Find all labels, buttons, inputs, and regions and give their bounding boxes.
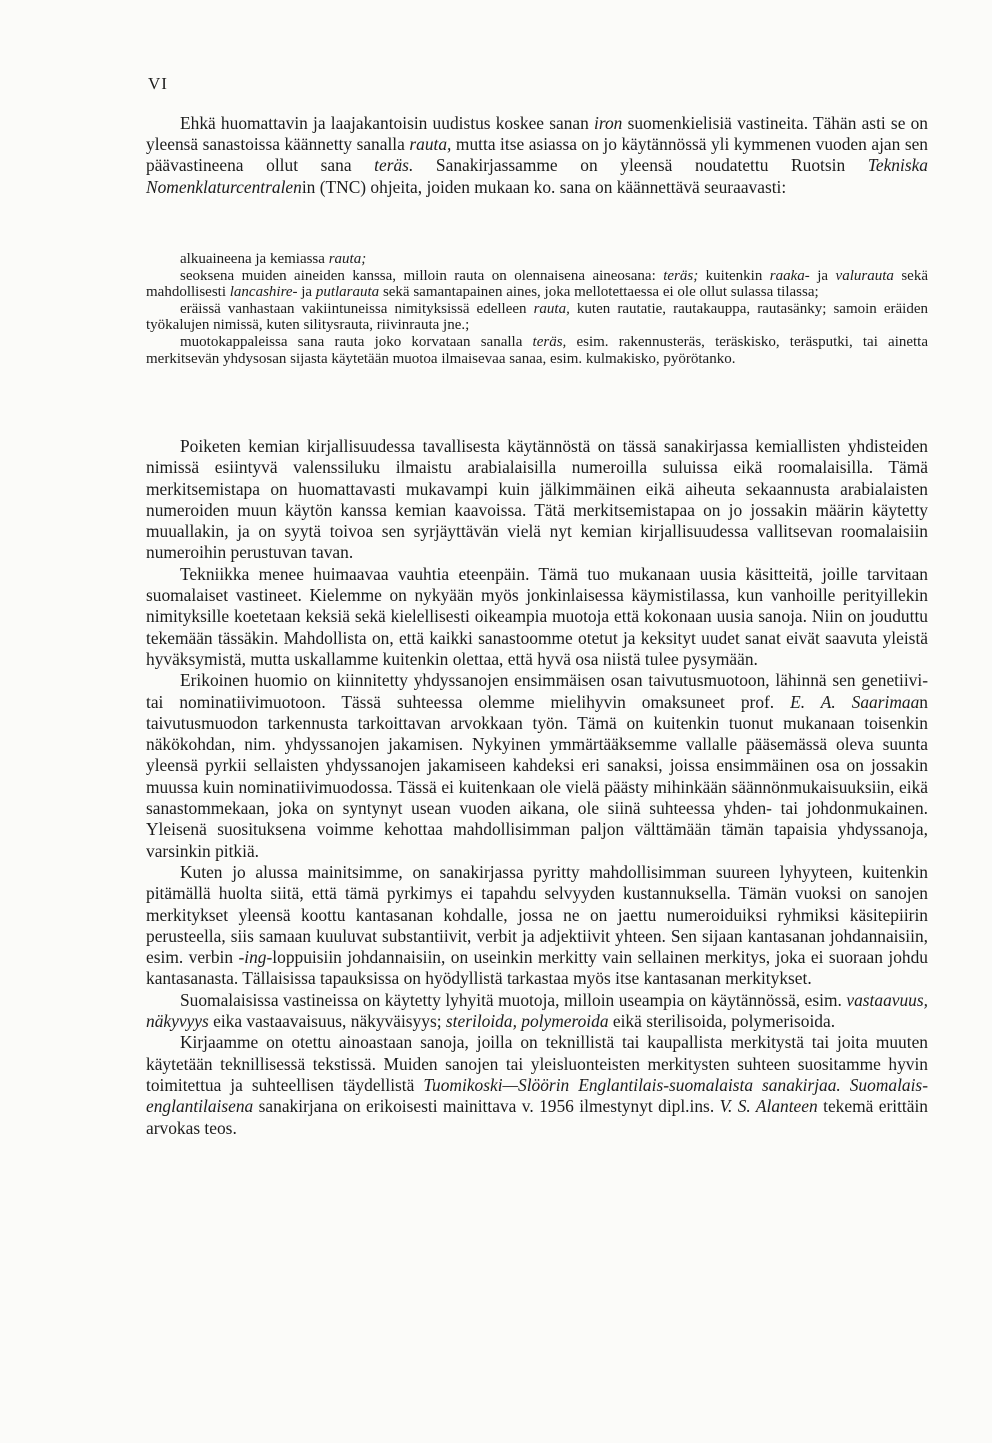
page-number: VI [148,74,168,93]
iron-usage-list [146,251,928,367]
list-item: eräissä vanhastaan vakiintuneissa nimityksissä edelleen rauta, kuten rautatie, rautakauppa, rautasänky; samoin eräiden työkalujen nimissä, kuten silitysrauta, riivinrauta jne.; [146,300,928,334]
paragraph-technology: Tekniikka menee huimaavaa vauhtia eteenpäin. Tämä tuo mukanaan uusia käsitteitä, joille tarvitaan suomalaiset vastineet. Kielemme on nykyään myös jonkinlaisessa käymistilassa, kun vanhoille perityillekin nimityksille koetetaan keksiä sekä kielellisesti oikeampia muotoja että kokonaan uusia sanoja. Niin on jouduttu tekemään tässäkin. Mahdollista on, että kaikki sanastoomme otetut ja keksityt uudet sanat eivät saavuta yleistä hyväksymistä, mutta uskallamme kuitenkin olettaa, että hyvä osa niistä tulee pysymään. [146,563,928,669]
intro-paragraph: Ehkä huomattavin ja laajakantoisin uudistus koskee sanan iron suomenkielisiä vastineita. Tähän asti se on yleensä sanastoissa käännetty sanalla rauta, mutta itse asiassa on jo käytännössä yli kymmenen vuoden ajan sen päävastineena ollut sana teräs. Sanakirjassamme on yleensä noudatettu Ruotsin Tekniska Nomenklaturcentralenin (TNC) ohjeita, joiden mukaan ko. sana on käännettävä seuraavasti: [146,113,929,197]
paragraph-valence: Poiketen kemian kirjallisuudessa tavallisesta käytännöstä on tässä sanakirjassa kemiallisten yhdisteiden nimissä esiintyvä valenssiluku ilmaistu arabialaisilla numeroilla suluissa eikä roomalaisilla. Tämä merkitsemistapa on huomattavasti mukavampi kuin jälkimmäinen eikä aiheuta sekaannusta arabialaisten numeroiden muun käytön kanssa kemian kaavoissa. Tätä merkitsemistapaa on jo jossakin määrin käytetty muuallakin, ja on syytä toivoa sen syrjäyttävän vielä nyt kemian kirjallisuudessa vallitsevan roomalaisiin numeroihin perustuvan tavan. [146,436,928,563]
list-item: alkuaineena ja kemiassa rauta; [180,251,367,267]
intro-section [146,113,928,198]
list-item: muotokappaleissa sana rauta joko korvataan sanalla teräs, esim. rakennusteräs, teräskisko, teräsputki, tai ainetta merkitsevän yhdysosan sijasta käytetään muotoa ilmaisevaa sanaa, esim. kulmakisko, pyörötanko. [146,333,929,367]
paragraph-brevity: Kuten jo alussa mainitsimme, on sanakirjassa pyritty mahdollisimman suureen lyhyyteen, kuitenkin pitämällä huolta siitä, että tämä pyrkimys ei tapahdu selvyyden kustannuksella. Tämän vuoksi on sanojen merkitykset yleensä koottu kantasanan kohdalle, jossa ne on jaettu numeroiduiksi ryhmiksi käsitepiirin perusteella, siis samaan kuuluvat substantiivit, verbit ja adjektiivit yhteen. Sen sijaan kantasanan johdannaisiin, esim. verbin -ing-loppuisiin johdannaisiin, on useinkin merkitty vain sellainen merkitys, joka ei suoraan johdu kantasanasta. Tällaisissa tapauksissa on hyödyllistä tarkastaa myös itse kantasanan merkitykset. [146,861,928,989]
paragraph-scope: Kirjaamme on otettu ainoastaan sanoja, joilla on teknillistä tai kaupallista merkitystä tai joita muuten käytetään teknillisessä tekstissä. Muiden sanojen tai yleisluonteisten merkitysten suhteen suositamme hyvin toimitettua ja suhteellisen täydellistä Tuomikoski—Slöörin Englantilais-suomalaista sanakirjaa. Suomalais-englantilaisena sanakirjana on erikoisesti mainittava v. 1956 ilmestynyt dipl.ins. V. S. Alanteen tekemä erittäin arvokas teos. [146,1032,928,1138]
list-item: seoksena muiden aineiden kanssa, milloin rauta on olennaisena aineosana: teräs; kuitenkin raaka- ja valurauta sekä mahdollisesti lancashire- ja putlarauta sekä samantapainen aines, joka mellotettaessa ei ole ollut sulassa tilassa; [146,267,928,301]
paragraph-short-forms: Suomalaisissa vastineissa on käytetty lyhyitä muotoja, milloin useampia on käytännössä, esim. vastaavuus, näkyvyys eika vastaavaisuus, näkyväisyys; steriloida, polymeroida eikä sterilisoida, polymerisoida. [146,989,928,1032]
paragraph-compounds: Erikoinen huomio on kiinnitetty yhdyssanojen ensimmäisen osan taivutusmuotoon, lähinnä sen genetiivi- tai nominatiivimuotoon. Tässä suhteessa olemme mielihyvin omaksuneet prof. E. A. Saarimaan taivutusmuodon tarkennusta tarkoittavan arvokkaan työn. Tämä on kuitenkin tuonut mukanaan toisenkin näkökohdan, nim. yhdyssanojen jakamisen. Nykyinen ymmärtääksemme vallalle pääsemässä oleva suunta yleensä pyrkii sellaisten yhdyssanojen jakamiseen kahdeksi eri sanaksi, joissa ensimmäinen osa on jossakin muussa kuin nominatiivimuodossa. Tässä ei kuitenkaan ole vielä päästy mihinkään säännönmukaisuuksiin, eikä sanastommekaan, joka on syntynyt usean vuoden aikana, ole siinä suhteessa yhden- tai johdonmukainen. Yleisenä suosituksena voimme kehottaa mahdollisimman paljon välttämään tämän tapaisia yhdyssanoja, varsinkin pitkiä. [146,670,928,861]
main-body [146,436,928,1139]
